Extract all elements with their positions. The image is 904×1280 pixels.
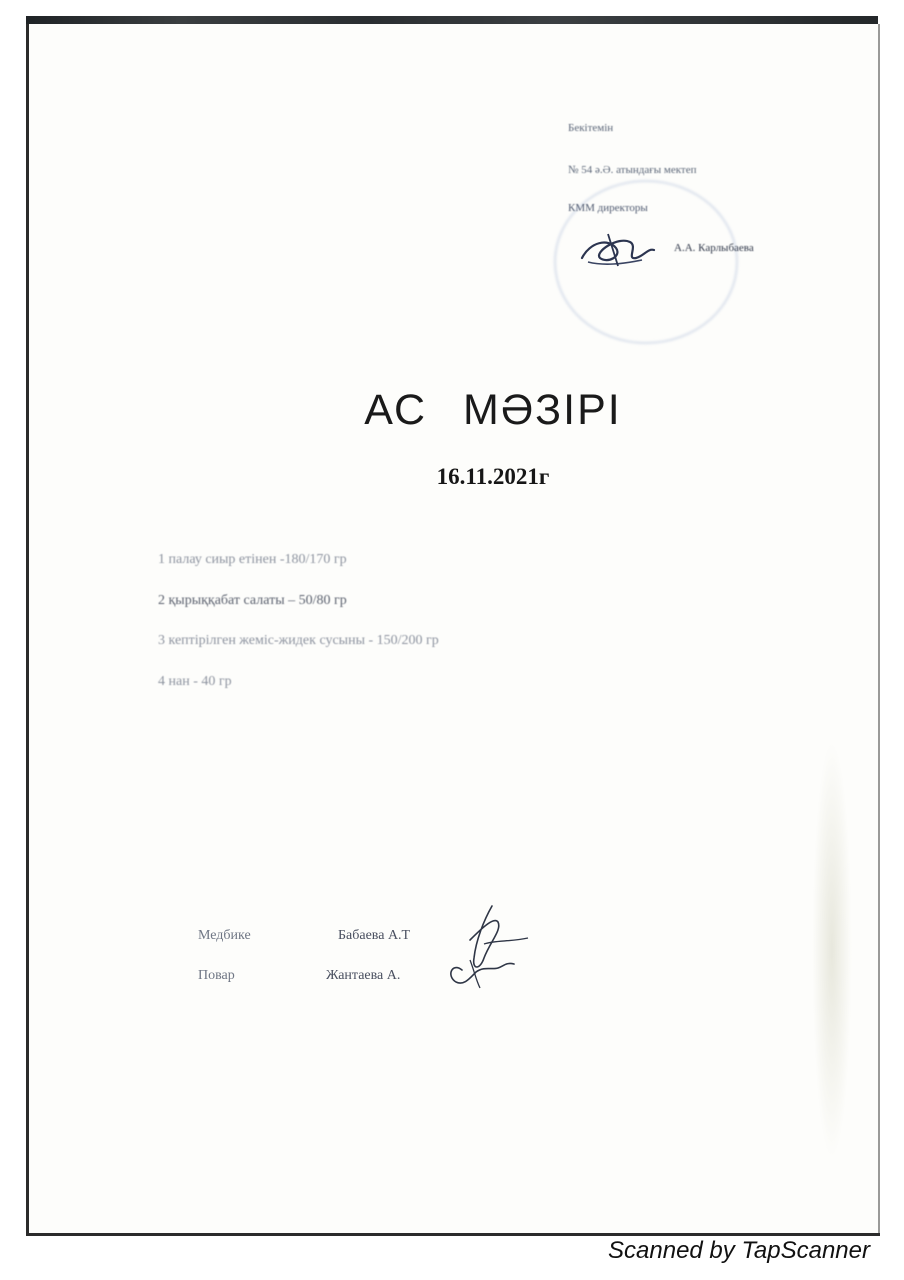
approval-director-name: А.А. Карлыбаева — [674, 242, 754, 254]
director-signature — [578, 228, 658, 277]
menu-item: 3 кептірілген жеміс-жидек сусыны - 150/200 гр — [158, 633, 439, 648]
menu-date: 16.11.2021г — [436, 464, 550, 489]
cook-role: Повар — [198, 968, 235, 983]
menu-item: 4 нан - 40 гр — [158, 673, 232, 689]
cook-name: Жантаева А. — [326, 968, 401, 983]
scan-bottom-edge — [26, 1233, 880, 1236]
nurse-role: Медбике — [198, 928, 251, 943]
menu-item: 2 қырыққабат салаты – 50/80 гр — [158, 592, 347, 608]
approval-heading: Бекітемін — [568, 122, 614, 134]
scanner-watermark: Scanned by TapScanner — [608, 1237, 870, 1264]
menu-item: 1 палау сиыр етінен -180/170 гр — [158, 552, 347, 567]
nurse-name: Бабаева А.Т — [338, 928, 411, 943]
handwritten-signatures — [440, 900, 536, 997]
paper-smudge — [812, 740, 852, 1160]
approval-school: № 54 ә.Ә. атындағы мектеп — [568, 164, 697, 176]
menu-list — [158, 552, 439, 714]
page-title: АС МӘЗІРІ — [364, 386, 622, 434]
document-sheet — [26, 24, 880, 1236]
approval-position: КММ директоры — [568, 202, 648, 214]
